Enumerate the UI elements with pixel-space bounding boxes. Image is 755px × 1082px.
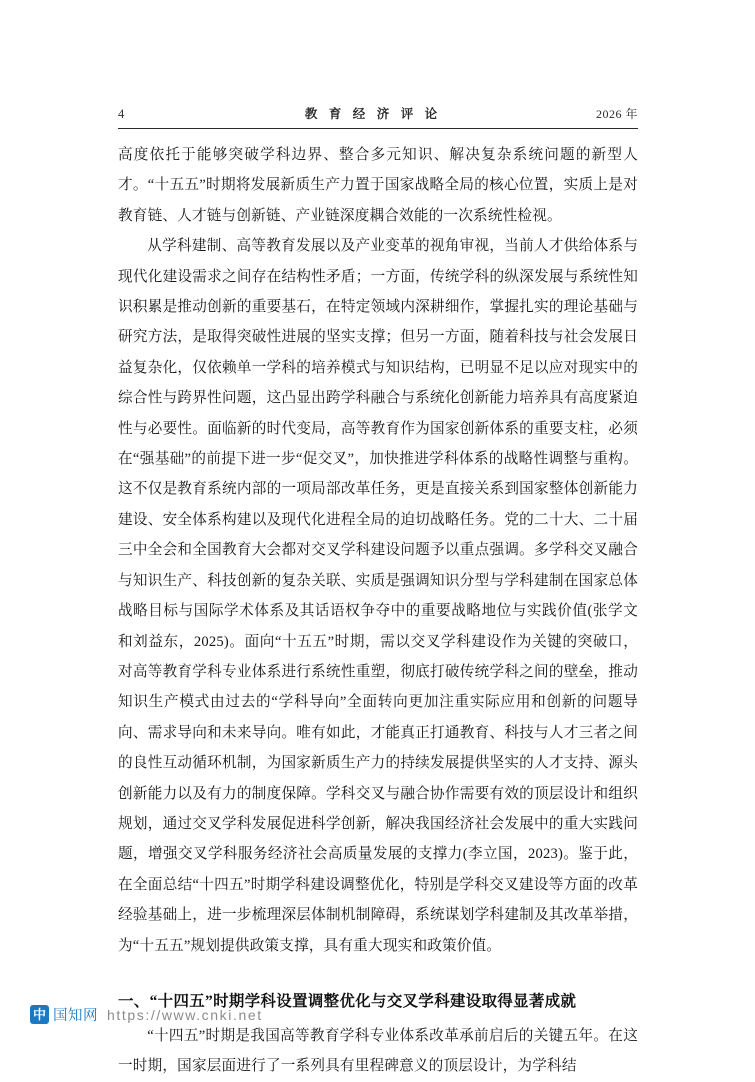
paragraph-main: 从学科建制、高等教育发展以及产业变革的视角审视，当前人才供给体系与现代化建设需求之间存在结构性矛盾；一方面，传统学科的纵深发展与系统性知识积累是推动创新的重要基石，在特定领域内深耕细作，掌握扎实的理论基础与研究方法，是取得突破性进展的坚实支撑；但另一方面，随着科技与社会发展日益复杂化，仅依赖单一学科的培养模式与知识结构，已明显不足以应对现实中的综合性与跨界性问题，这凸显出跨学科融合与系统化创新能力培养具有高度紧迫性与必要性。面临新的时代变局，高等教育作为国家创新体系的重要支柱，必须在“强基础”的前提下进一步“促交叉”，加快推进学科体系的战略性调整与重构。这不仅是教育系统内部的一项局部改革任务，更是直接关系到国家整体创新能力建设、安全体系构建以及现代化进程全局的迫切战略任务。党的二十大、二十届三中全会和全国教育大会都对交叉学科建设问题予以重点强调。多学科交叉融合与知识生产、科技创新的复杂关联、实质是强调知识分型与学科建制在国家总体战略目标与国际学术体系及其话语权争夺中的重要战略地位与实践价值(张学文和刘益东，2025)。面向“十五五”时期，需以交叉学科建设作为关键的突破口，对高等教育学科专业体系进行系统性重塑，彻底打破传统学科之间的壁垒，推动知识生产模式由过去的“学科导向”全面转向更加注重实际应用和创新的问题导向、需求导向和未来导向。唯有如此，才能真正打通教育、科技与人才三者之间的良性互动循环机制，为国家新质生产力的持续发展提供坚实的人才支持、源头创新能力以及有力的制度保障。学科交叉与融合协作需要有效的顶层设计和组织规划，通过交叉学科发展促进科学创新，解决我国经济社会发展中的重大实践问题，增强交叉学科服务经济社会高质量发展的支撑力(李立国，2023)。鉴于此，在全面总结“十四五”时期学科建设调整优化，特别是学科交叉建设等方面的改革经验基础上，进一步梳理深层体制机制障碍，系统谋划学科建制及其改革举措，为“十五五”规划提供政策支撑，具有重大现实和政策价值。	[118, 238, 638, 954]
issue-year: 2026 年	[595, 107, 638, 121]
cnki-name: 国知网	[53, 1008, 98, 1024]
cnki-badge-icon: 中	[30, 1005, 49, 1024]
cnki-url: https://www.cnki.net	[107, 1006, 263, 1023]
paragraph-continuation: 高度依托于能够突破学科边界、整合多元知识、解决复杂系统问题的新型人才。“十五五”时期将发展新质生产力置于国家战略全局的核心位置，实质上是对教育链、人才链与创新链、产业链深度耦合效能的一次系统性检视。	[118, 147, 638, 224]
running-head	[118, 100, 638, 122]
journal-title: 教 育 经 济 评 论	[304, 107, 442, 121]
cnki-watermark	[30, 1004, 263, 1025]
page-number: 4	[118, 107, 125, 121]
body-column	[118, 140, 638, 1082]
cnki-logo	[30, 1004, 98, 1025]
header-divider	[118, 128, 638, 129]
section-paragraph: “十四五”时期是我国高等教育学科专业体系改革承前启后的关键五年。在这一时期，国家层面进行了一系列具有里程碑意义的顶层设计，为学科结	[118, 1027, 638, 1075]
section-heading: 一、“十四五”时期学科设置调整优化与交叉学科建设取得显著成就	[118, 992, 577, 1010]
